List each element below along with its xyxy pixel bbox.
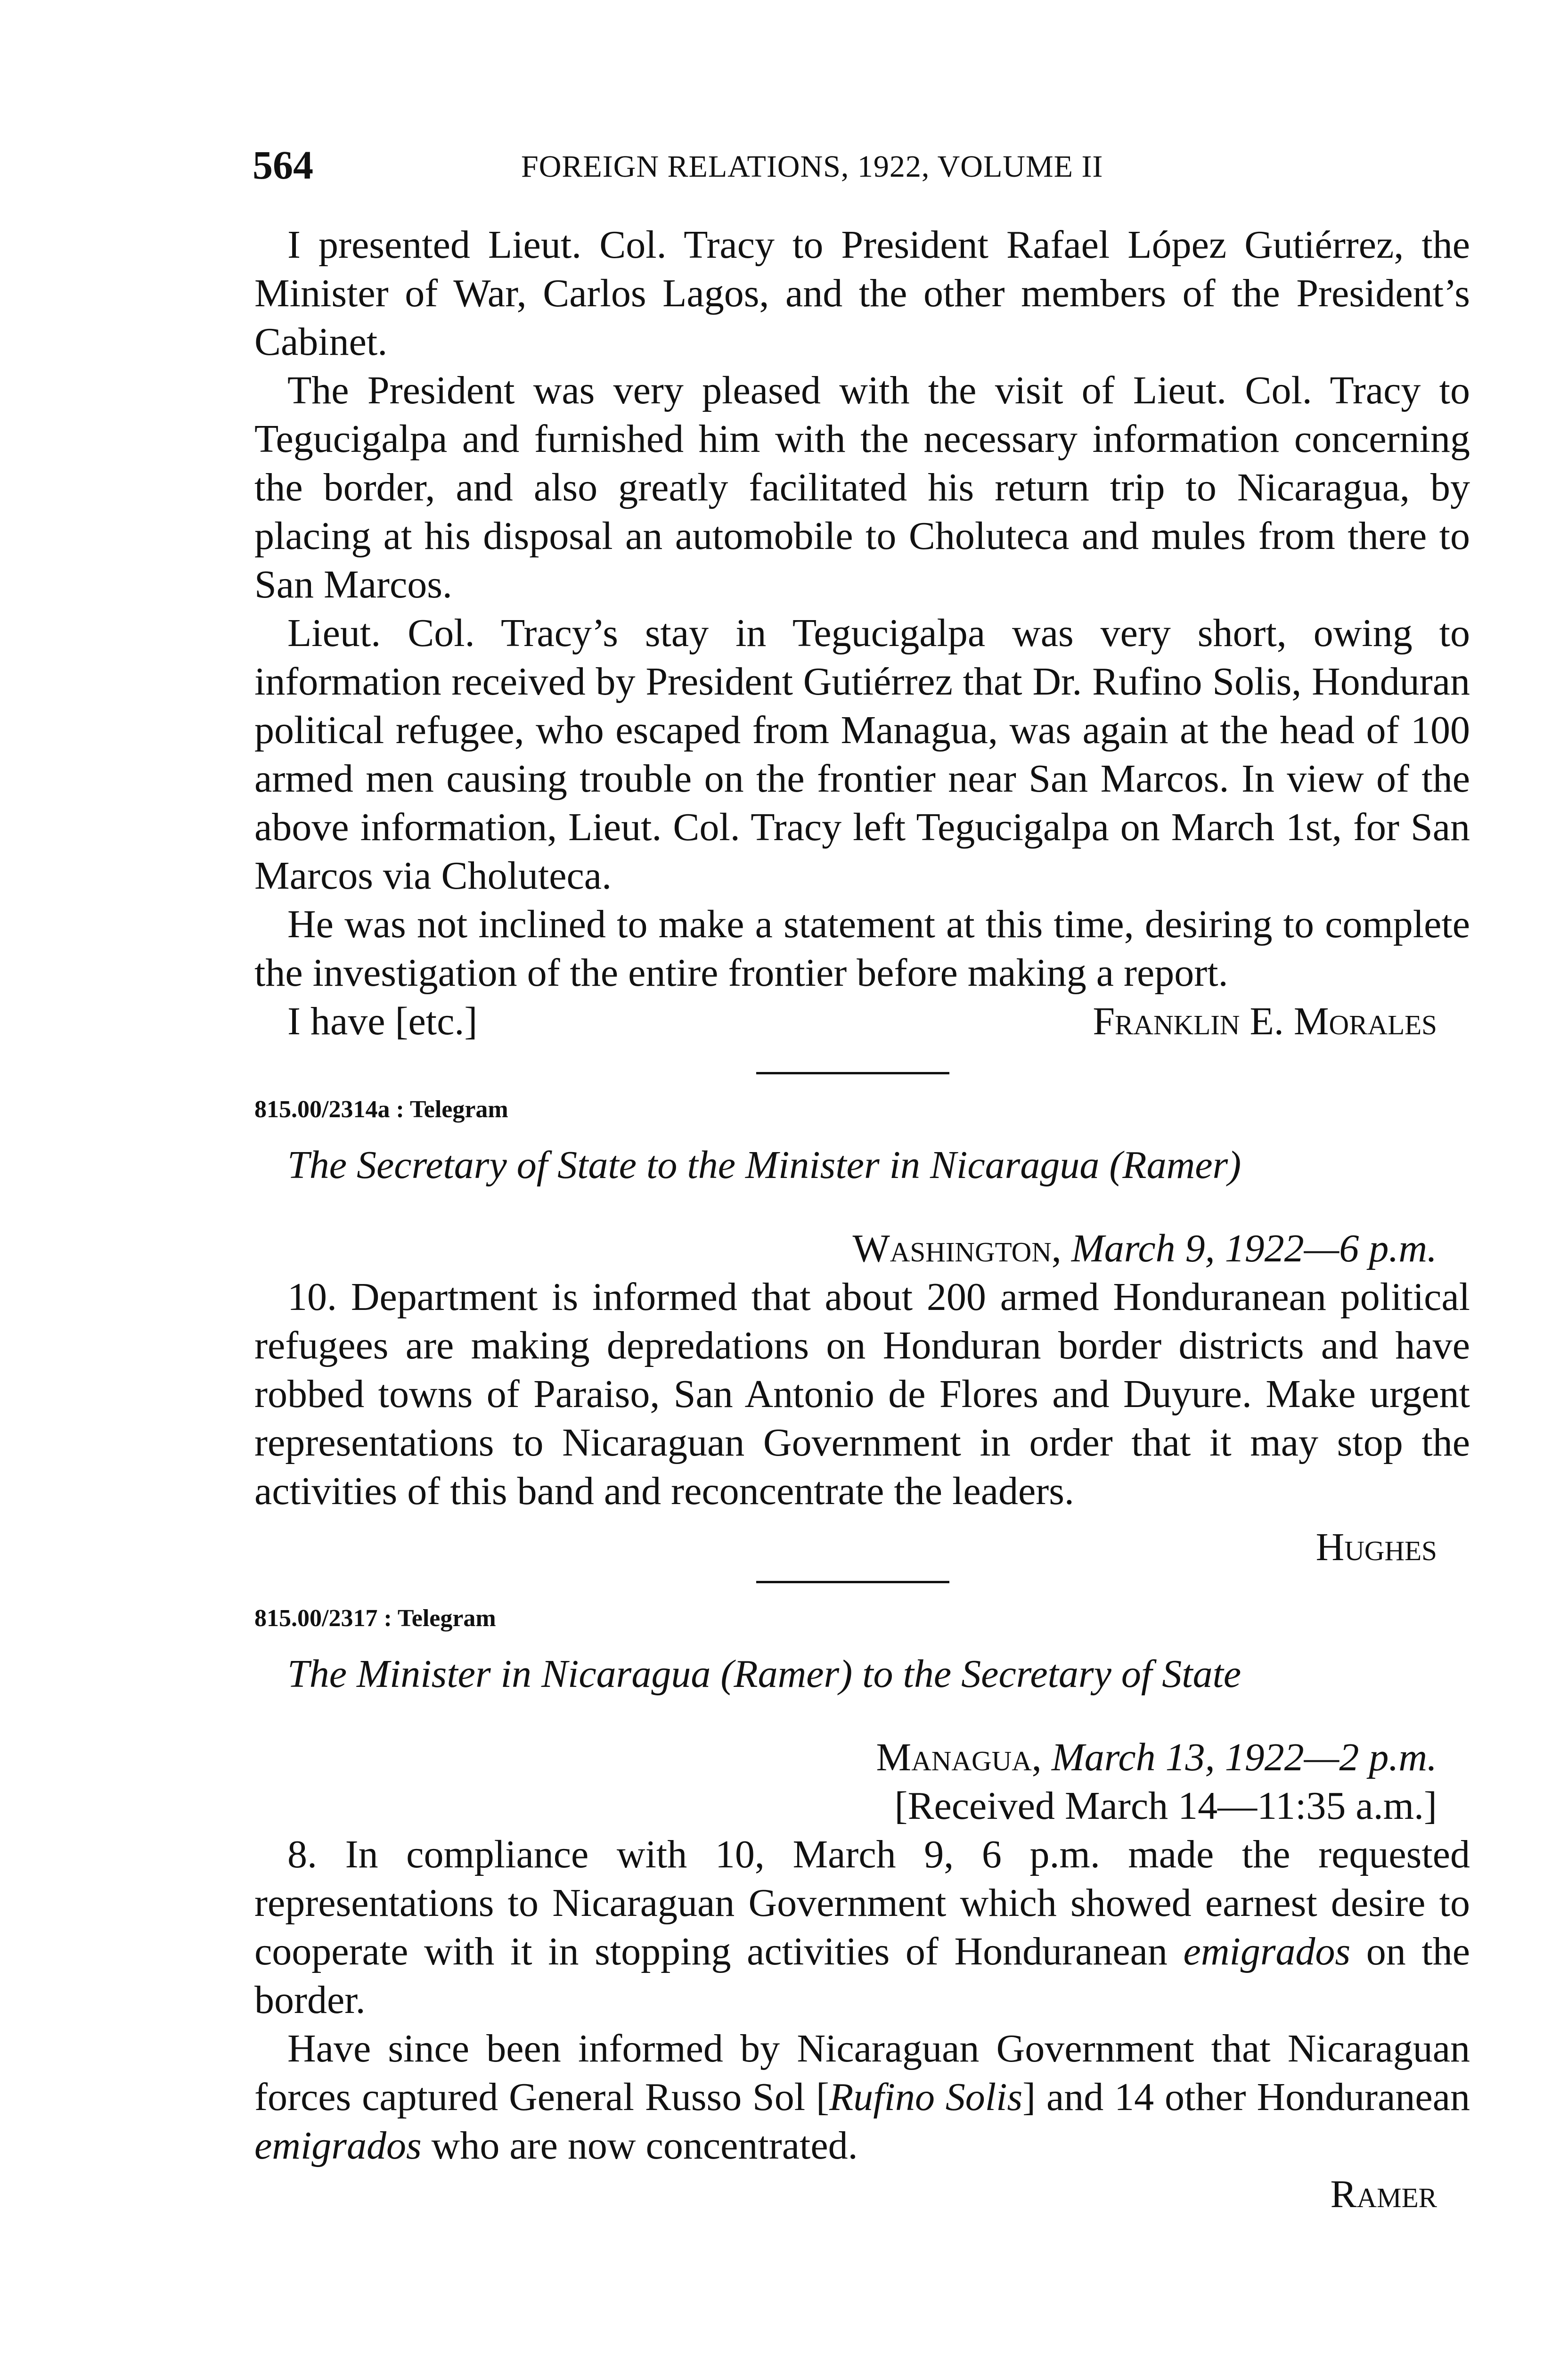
received-note: [Received March 14—11:35 a.m.]	[894, 1784, 1437, 1828]
letter-paragraph: I presented Lieut. Col. Tracy to President Rafael López Gutiérrez, the Minister of War, Carlos Lagos, and the other members of the President’s Cabinet.	[254, 223, 1470, 364]
italic-term: Rufino Solis	[829, 2075, 1023, 2119]
signature-name: Ramer	[1330, 2172, 1437, 2216]
page-header	[253, 141, 1468, 193]
telegram-section	[254, 1602, 1470, 2218]
body-text: on the border.	[254, 1930, 1470, 2022]
telegram-section	[254, 1093, 1470, 1571]
document-title: The Secretary of State to the Minister in Nicaragua (Ramer)	[287, 1143, 1241, 1187]
file-reference: 815.00/2317 : Telegram	[254, 1605, 496, 1632]
telegram-body: 10. Department is informed that about 200 armed Honduranean political refugees are making depredations on Honduran border districts and have robbed towns of Paraiso, San Antonio de Flores and Duyure. Make urgent representations to Nicaraguan Government in order that it may stop the activities of this band and reconcentrate the leaders.	[254, 1275, 1470, 1513]
letter-section	[254, 221, 1470, 1046]
dateline	[254, 1733, 1470, 1782]
closing-line	[254, 997, 1470, 1046]
telegram-body	[254, 2024, 1470, 2170]
letter-paragraph: The President was very pleased with the visit of Lieut. Col. Tracy to Tegucigalpa and furnished him with the necessary information concerning the border, and also greatly facilitated his return trip to Nicaragua, by placing at his disposal an automobile to Choluteca and mules from there to San Marcos.	[254, 368, 1470, 606]
dateline	[254, 1224, 1470, 1273]
closing-phrase: I have [etc.]	[287, 999, 478, 1043]
telegram-signature	[254, 2170, 1470, 2218]
document-title: The Minister in Nicaragua (Ramer) to the Secretary of State	[287, 1652, 1241, 1696]
page-body	[254, 221, 1470, 2218]
italic-term: emigrados	[254, 2124, 422, 2168]
body-text: ] and 14 other Honduranean	[1022, 2075, 1470, 2119]
letter-paragraph: He was not inclined to make a statement at this time, desiring to complete the investigation of the entire frontier before making a report.	[254, 902, 1470, 995]
dateline-place: Managua,	[876, 1735, 1042, 1779]
page-number: 564	[253, 142, 313, 188]
telegram-body	[254, 1830, 1470, 2024]
dateline-date: March 13, 1922—2 p.m.	[1051, 1735, 1437, 1779]
section-divider	[756, 1581, 949, 1583]
body-text: who are now concentrated.	[421, 2124, 858, 2168]
dateline-place: Washington,	[852, 1227, 1062, 1270]
section-divider	[756, 1072, 949, 1074]
letter-paragraph: Lieut. Col. Tracy’s stay in Tegucigalpa was very short, owing to information received by President Gutiérrez that Dr. Rufino Solis, Honduran political refugee, who escaped from Managua, was again at the head of 100 armed men causing trouble on the frontier near San Marcos. In view of the above information, Lieut. Col. Tracy left Tegucigalpa on March 1st, for San Marcos via Choluteca.	[254, 611, 1470, 898]
dateline-date: March 9, 1922—6 p.m.	[1071, 1227, 1437, 1270]
italic-term: emigrados	[1183, 1930, 1351, 1973]
body-text: Have since been informed by Nicaraguan Government that Nicaraguan forces captured General Russo Sol [	[254, 2027, 1470, 2119]
letter-signature: Franklin E. Morales	[1093, 999, 1437, 1043]
signature-name: Hughes	[1315, 1525, 1437, 1569]
file-reference: 815.00/2314a : Telegram	[254, 1096, 508, 1123]
running-head: FOREIGN RELATIONS, 1922, VOLUME II	[521, 149, 1103, 184]
body-text: 8. In compliance with 10, March 9, 6 p.m. made the requested representations to Nicaraguan Government which showed earnest desire to cooperate with it in stopping activities of Honduranean	[254, 1832, 1470, 1973]
telegram-signature	[254, 1523, 1470, 1571]
